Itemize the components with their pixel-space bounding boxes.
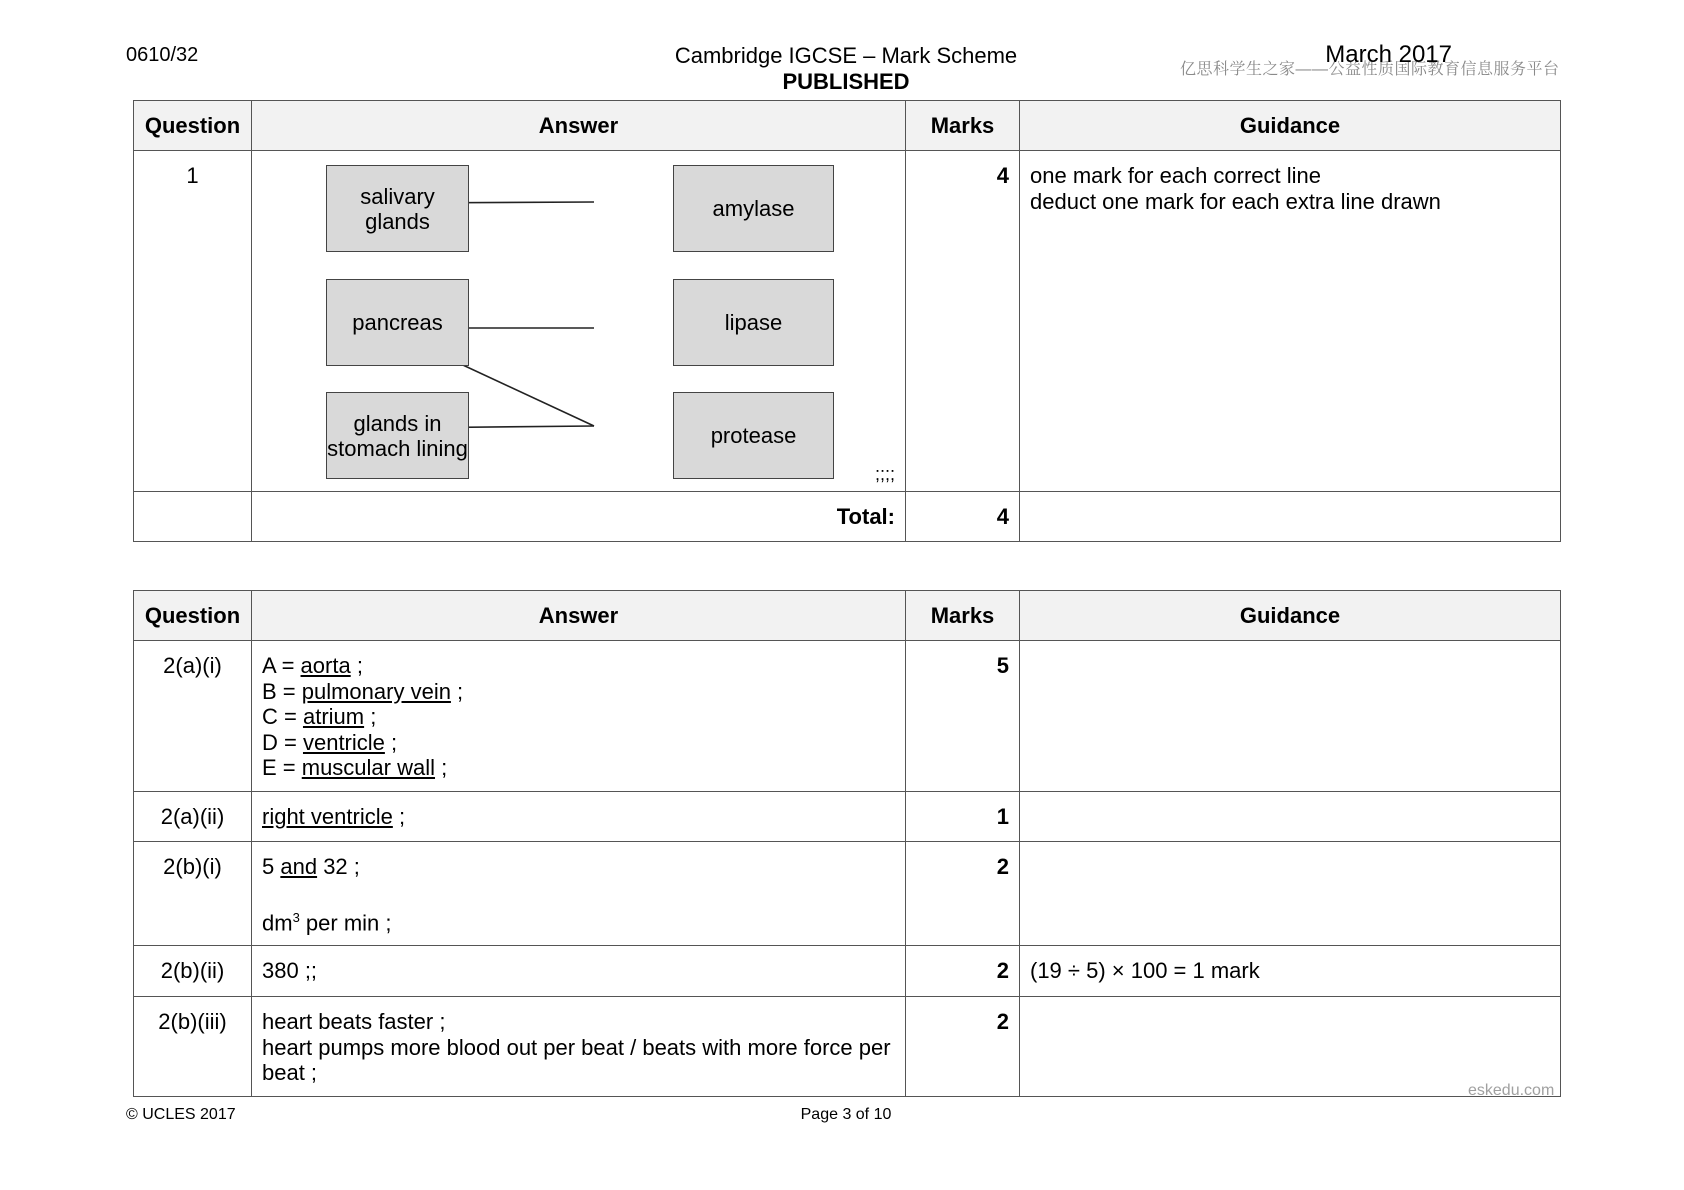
guidance-cell	[1020, 792, 1561, 842]
exam-date: March 2017	[1325, 41, 1452, 68]
box-protease: protease	[673, 392, 834, 479]
title-text: Cambridge IGCSE – Mark Scheme	[674, 43, 1018, 68]
mark-scheme-table-q2	[133, 590, 1561, 1097]
table-row	[134, 641, 1561, 792]
empty-cell	[134, 492, 252, 542]
published-label: PUBLISHED	[782, 69, 910, 94]
box-pancreas: pancreas	[326, 279, 469, 366]
answer-line: E = muscular wall ;	[262, 755, 448, 780]
box-lipase: lipase	[673, 279, 834, 366]
table-row	[134, 842, 1561, 946]
box-salivary-glands: salivary glands	[326, 165, 469, 252]
answer-line: $dm^3$ per min ;	[262, 909, 392, 935]
question-number: 2(a)(i)	[134, 641, 252, 792]
answer-cell	[252, 151, 906, 492]
col-marks: Marks	[906, 591, 1020, 641]
table-row	[134, 792, 1561, 842]
col-question: Question	[134, 591, 252, 641]
syllabus-code: 0610/32	[126, 44, 199, 66]
col-answer: Answer	[252, 101, 906, 151]
answer-line: B = pulmonary vein ;	[262, 678, 464, 704]
col-question: Question	[134, 101, 252, 151]
marks-value: 2	[906, 946, 1020, 997]
answer-cell	[252, 842, 906, 946]
answer-line: A = aorta ;	[262, 653, 363, 678]
guidance-cell	[1020, 641, 1561, 792]
page-number: Page 3 of 10	[800, 1106, 892, 1123]
answer-line: 5 and 32 ;	[262, 854, 360, 879]
guidance-cell: (19 ÷ 5) × 100 = 1 mark	[1020, 946, 1561, 997]
answer-cell: 380 ;;	[252, 946, 906, 997]
matching-diagram	[252, 151, 905, 491]
col-marks: Marks	[906, 101, 1020, 151]
table-row	[134, 997, 1561, 1097]
guidance-line: one mark for each correct line	[1030, 163, 1322, 188]
marks-value: 2	[906, 997, 1020, 1097]
marks-value: 1	[906, 792, 1020, 842]
question-number: 1	[134, 151, 252, 492]
answer-line: heart pumps more blood out per beat / beats with more force per beat ;	[262, 1034, 891, 1086]
question-number: 2(b)(i)	[134, 842, 252, 946]
total-value: 4	[906, 492, 1020, 542]
answer-cell	[252, 997, 906, 1097]
copyright: © UCLES 2017	[126, 1106, 236, 1123]
guidance-cell	[1020, 151, 1561, 492]
table-row	[134, 151, 1561, 492]
question-number: 2(b)(ii)	[134, 946, 252, 997]
question-number: 2(b)(iii)	[134, 997, 252, 1097]
box-stomach-glands: glands in stomach lining	[326, 392, 469, 479]
answer-line: D = ventricle ;	[262, 729, 398, 755]
footer-watermark: eskedu.com	[1468, 1082, 1555, 1099]
col-guidance: Guidance	[1020, 101, 1561, 151]
total-label: Total:	[252, 492, 906, 542]
answer-line: heart beats faster ;	[262, 1009, 446, 1035]
mark-ticks: ;;;;	[874, 463, 895, 484]
empty-cell	[1020, 492, 1561, 542]
watermark-text: 亿思科学生之家——公益性质国际教育信息服务平台	[1180, 61, 1560, 78]
answer-cell: right ventricle ;	[252, 792, 906, 842]
guidance-line: deduct one mark for each extra line drawn	[1030, 188, 1441, 214]
marks-value: 2	[906, 842, 1020, 946]
col-answer: Answer	[252, 591, 906, 641]
guidance-cell	[1020, 842, 1561, 946]
answer-cell	[252, 641, 906, 792]
question-number: 2(a)(ii)	[134, 792, 252, 842]
table-header-row	[134, 101, 1561, 151]
table-header-row	[134, 591, 1561, 641]
answer-line: C = atrium ;	[262, 704, 377, 729]
box-amylase: amylase	[673, 165, 834, 252]
total-row	[134, 492, 1561, 542]
col-guidance: Guidance	[1020, 591, 1561, 641]
mark-scheme-table-q1	[133, 100, 1561, 542]
marks-value: 4	[906, 151, 1020, 492]
table-row	[134, 946, 1561, 997]
marks-value: 5	[906, 641, 1020, 792]
